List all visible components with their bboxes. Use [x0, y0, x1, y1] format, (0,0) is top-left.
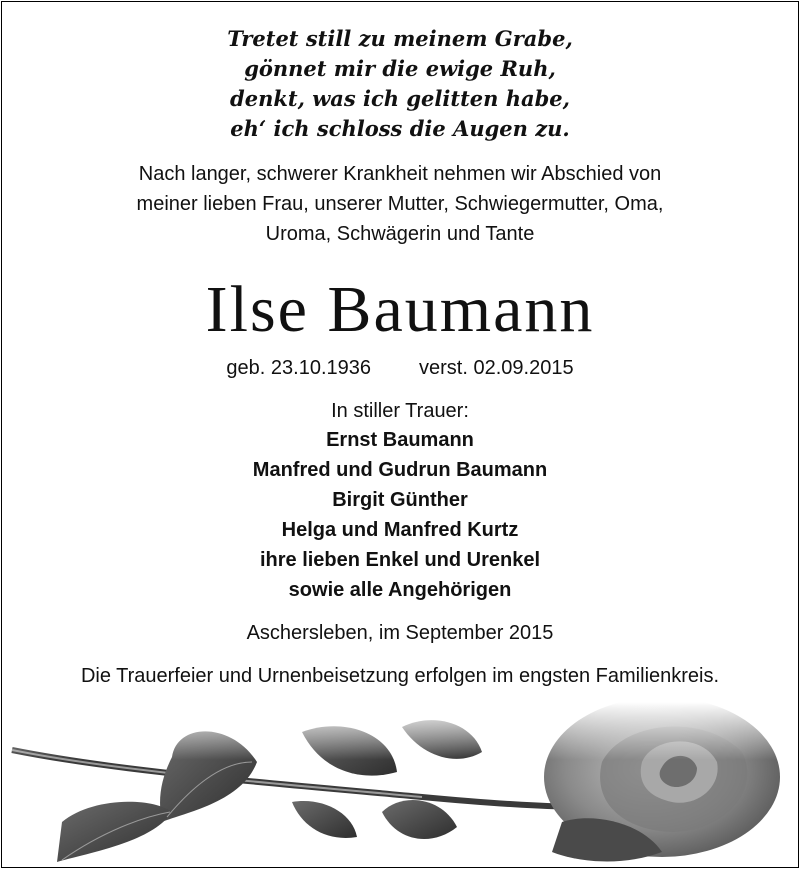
intro-text [2, 159, 798, 249]
place-date: Aschersleben, im September 2015 [246, 622, 554, 644]
deceased-name: Ilse Baumann [205, 273, 595, 346]
mourner: Ernst Baumann [326, 429, 474, 451]
mourners-list [2, 425, 798, 605]
life-dates [2, 355, 798, 381]
poem-line: Tretet still zu meinem Grabe, [227, 26, 573, 51]
intro-line: Uroma, Schwägerin und Tante [265, 223, 535, 245]
obituary-notice [1, 1, 799, 868]
poem-line: gönnet mir die ewige Ruh, [244, 56, 556, 81]
poem-line: eh‘ ich schloss die Augen zu. [230, 116, 570, 141]
death-date: verst. 02.09.2015 [419, 357, 574, 379]
funeral-notice: Die Trauerfeier und Urnenbeisetzung erfolgen im engsten Familienkreis. [80, 665, 720, 687]
mourner: Helga und Manfred Kurtz [281, 519, 519, 541]
mourner: ihre lieben Enkel und Urenkel [259, 549, 541, 571]
memorial-poem [2, 24, 798, 144]
intro-line: meiner lieben Frau, unserer Mutter, Schwiegermutter, Oma, [136, 193, 664, 215]
rose-illustration-icon [2, 702, 798, 867]
mourner: Birgit Günther [332, 489, 468, 511]
intro-line: Nach langer, schwerer Krankheit nehmen wir Abschied von [138, 163, 662, 185]
mourner: sowie alle Angehörigen [288, 579, 512, 601]
mourner: Manfred und Gudrun Baumann [252, 459, 548, 481]
birth-date: geb. 23.10.1936 [226, 357, 372, 379]
mourning-label: In stiller Trauer: [331, 400, 469, 422]
poem-line: denkt, was ich gelitten habe, [230, 86, 570, 111]
